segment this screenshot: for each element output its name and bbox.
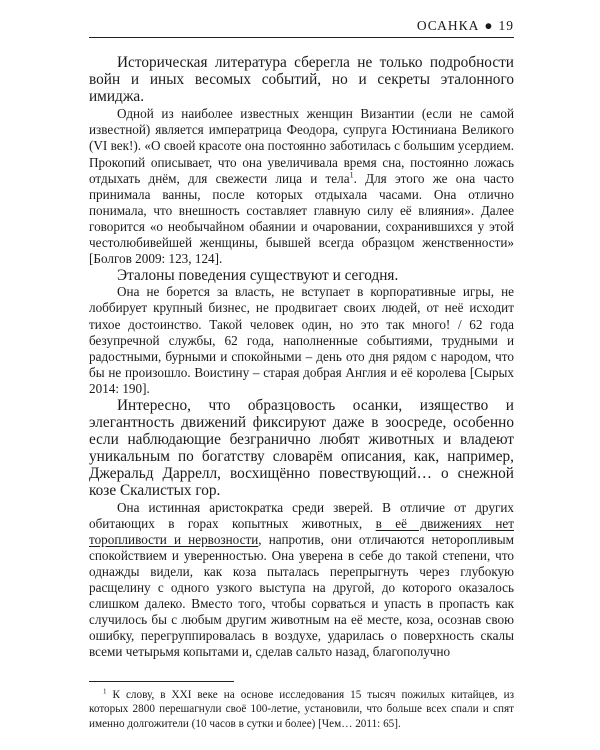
header-title: ОСАНКА	[416, 18, 480, 33]
header-rule	[89, 37, 514, 38]
quote-theodora-text-1: Одной из наиболее известных женщин Византии (если не самой известной) является императрица Феодора, супруга Юстиниана Великого (VI век!). «О своей красоте она постоянно заботилась с большим усердием. Прокопий описывает, что она увеличивала время сна, постоянно ложась отдыхать днём, для свежести лица и тела	[89, 106, 514, 186]
quote-theodora-text-2: . Для этого же она часто принимала ванны, после которых отдыхала часами. Она отлично понимала, что внешность составляет главную силу её влияния». Далее говорится «о необычайном обаянии и очаровании, сохранившихся у этой честолюбивейшей женщины, бывшей всегда образцом женственности» [Болгов 2009: 123, 124].	[89, 170, 514, 267]
header-bullet-icon: ●	[484, 18, 494, 33]
quote-theodora	[89, 106, 514, 267]
page-number: 19	[498, 18, 514, 33]
paragraph-intro: Историческая литература сберегла не только подробности войн и иных весомых событий, но и секреты эталонного имиджа.	[89, 54, 514, 106]
footnote	[89, 688, 514, 731]
running-header	[417, 18, 514, 34]
footnote-rule	[89, 681, 234, 682]
paragraph-standards: Эталоны поведения существуют и сегодня.	[117, 267, 399, 285]
page-body	[89, 54, 514, 660]
footnote-mark: 1	[103, 687, 107, 696]
quote-goat	[89, 500, 514, 661]
quote-goat-text-1: Она истинная аристократка среди зверей. В отличие от других обитающих в горах копытных животных,	[89, 499, 514, 531]
quote-goat-text-2: , напротив, они отличаются неторопливым спокойствием и уверенностью. Она уверена в себе до такой степени, что однажды видели, как коза пыталась перепрыгнуть через глубокую расщелину с одного узкого выступа на другой, до которого оказалось слишком далеко. Вместо того, чтобы сорваться и упасть в пропасть как случилось бы с любым другим животным на её месте, коза, осознав свою ошибку, перегруппировалась в воздухе, ударилась о поверхность скалы всеми четырьмя копытами и, сделав сальто назад, благополучно	[89, 531, 514, 660]
paragraph-posture-animals: Интересно, что образцовость осанки, изящество и элегантность движений фиксируют даже в зоосреде, особенно если наблюдающие безгранично любят животных и владеют уникальным по богатству словарём описания, как, например, Джеральд Даррелл, восхищённо повествующий… о снежной козе Скалистых гор.	[89, 396, 514, 500]
footnote-text: К слову, в XXI веке на основе исследования 15 тысяч пожилых китайцев, из которых 2800 перешагнули своё 100-летие, установили, что больше всех спали и спят именно долгожители (10 часов в сутки и более) [Чем… 2011: 65].	[89, 689, 514, 730]
underlined-phrase: в её движениях нет торопливости и нервозности	[89, 515, 514, 547]
footnote-reference: 1	[349, 170, 354, 180]
quote-queen: Она не борется за власть, не вступает в корпоративные игры, не лоббирует крупный бизнес, не продвигает своих людей, от неё исходит тихое достоинство. Такой человек один, но это так много! / 62 года безупречной службы, 62 года, наполненные событиями, трудными и радостными, бурными и спокойными – день ото дня рядом с народом, что бы не произошло. Воистину – старая добрая Англия и её королева [Сырых 2014: 190].	[89, 284, 514, 396]
